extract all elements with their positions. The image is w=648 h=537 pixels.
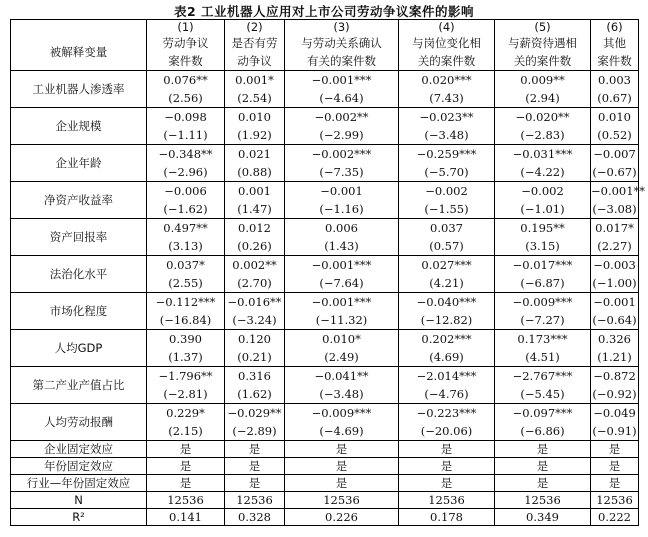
coefficient-cell — [495, 256, 591, 293]
coefficient-cell — [147, 108, 225, 145]
column-header — [399, 34, 495, 71]
column-header — [591, 34, 639, 71]
variable-name: 第二产业产值占比 — [11, 367, 147, 404]
coefficient: 0.017* — [595, 221, 634, 235]
column-header-line: 关的案件数 — [417, 54, 476, 68]
t-statistic: (2.54) — [237, 91, 272, 105]
variable-name: 企业规模 — [11, 108, 147, 145]
column-header-line: 劳动争议 — [162, 36, 209, 50]
fixed-effect-value: 是 — [591, 475, 639, 492]
coefficient: −0.001*** — [311, 258, 372, 272]
coefficient-cell — [147, 404, 225, 441]
coefficient-cell — [285, 108, 399, 145]
coefficient: −0.098 — [164, 110, 207, 124]
coefficient: −0.002** — [314, 110, 369, 124]
column-number: (4) — [399, 20, 495, 35]
header-row — [11, 34, 639, 71]
coefficient-cell — [495, 108, 591, 145]
t-statistic: (−7.27) — [520, 313, 565, 327]
column-header-line: 是否有劳 — [231, 36, 278, 50]
coefficient-cell — [225, 367, 285, 404]
t-statistic: (−1.55) — [424, 202, 469, 216]
coefficient: −2.767*** — [512, 369, 573, 383]
coefficient: 0.027*** — [421, 258, 472, 272]
fixed-effect-value: 是 — [285, 441, 399, 458]
statistic-name: N — [11, 492, 147, 509]
t-statistic: (−2.99) — [319, 128, 364, 142]
statistic-value: 12536 — [225, 492, 285, 509]
coefficient-cell — [225, 219, 285, 256]
t-statistic: (−16.84) — [159, 313, 212, 327]
coefficient-cell — [225, 404, 285, 441]
coefficient-cell — [399, 293, 495, 330]
coefficient-cell — [225, 145, 285, 182]
t-statistic: (−4.76) — [424, 387, 469, 401]
fixed-effect-value: 是 — [285, 475, 399, 492]
t-statistic: (−1.16) — [319, 202, 364, 216]
t-statistic: (−0.91) — [592, 424, 637, 438]
t-statistic: (−1.01) — [520, 202, 565, 216]
t-statistic: (−11.32) — [315, 313, 368, 327]
statistic-value: 12536 — [285, 492, 399, 509]
regression-table — [10, 19, 646, 526]
coefficient-cell — [495, 145, 591, 182]
coefficient: −0.049 — [593, 406, 636, 420]
statistic-value: 0.349 — [495, 509, 591, 526]
coefficient-cell — [285, 145, 399, 182]
coefficient: −0.001*** — [311, 73, 372, 87]
coefficient: 0.001* — [235, 73, 274, 87]
table-row — [11, 293, 639, 330]
coefficient: −0.002 — [425, 184, 468, 198]
coefficient-cell — [225, 293, 285, 330]
coefficient: 0.020*** — [421, 73, 472, 87]
table-row — [11, 219, 639, 256]
coefficient-cell — [399, 182, 495, 219]
coefficient: 0.010 — [238, 110, 271, 124]
statistic-row — [11, 509, 639, 526]
t-statistic: (−2.89) — [232, 424, 277, 438]
coefficient-cell — [495, 182, 591, 219]
t-statistic: (4.21) — [429, 276, 464, 290]
variable-name: 资产回报率 — [11, 219, 147, 256]
coefficient: 0.001 — [238, 184, 271, 198]
variable-name: 人均劳动报酬 — [11, 404, 147, 441]
column-header-line: 动争议 — [237, 54, 272, 68]
coefficient: −0.023** — [419, 110, 474, 124]
coefficient-cell — [285, 256, 399, 293]
t-statistic: (1.47) — [237, 202, 272, 216]
coefficient-cell — [285, 367, 399, 404]
coefficient: 0.010 — [598, 110, 631, 124]
coefficient: −0.872 — [593, 369, 636, 383]
t-statistic: (−4.64) — [319, 91, 364, 105]
coefficient: 0.195** — [520, 221, 565, 235]
fixed-effect-value: 是 — [399, 441, 495, 458]
coefficient: −0.001*** — [311, 295, 372, 309]
coefficient: −0.040*** — [416, 295, 477, 309]
t-statistic: (−2.96) — [163, 165, 208, 179]
t-statistic: (−0.92) — [592, 387, 637, 401]
coefficient-cell — [399, 71, 495, 108]
coefficient: 0.012 — [238, 221, 271, 235]
coefficient-cell — [147, 330, 225, 367]
coefficient-cell — [591, 219, 639, 256]
coefficient: 0.003 — [598, 73, 631, 87]
t-statistic: (−3.08) — [592, 202, 637, 216]
coefficient-cell — [285, 71, 399, 108]
coefficient-cell — [399, 256, 495, 293]
t-statistic: (−0.64) — [592, 313, 637, 327]
fixed-effect-name: 企业固定效应 — [11, 441, 147, 458]
t-statistic: (3.13) — [168, 239, 203, 253]
fixed-effect-value: 是 — [399, 475, 495, 492]
coefficient-cell — [591, 404, 639, 441]
t-statistic: (−1.00) — [592, 276, 637, 290]
coefficient: 0.390 — [169, 332, 202, 346]
coefficient-cell — [399, 404, 495, 441]
coefficient: −0.001** — [591, 184, 646, 198]
fixed-effect-value: 是 — [285, 458, 399, 475]
coefficient: −0.041** — [314, 369, 369, 383]
column-header-line: 与劳动关系确认 — [301, 36, 382, 50]
coefficient-cell — [147, 256, 225, 293]
coefficient: −0.020** — [515, 110, 570, 124]
column-number: (5) — [495, 20, 591, 35]
coefficient: −0.017*** — [512, 258, 573, 272]
coefficient-cell — [225, 71, 285, 108]
table-row — [11, 108, 639, 145]
variable-name: 市场化程度 — [11, 293, 147, 330]
column-header-line: 其他 — [603, 36, 626, 50]
t-statistic: (−4.22) — [520, 165, 565, 179]
coefficient-cell — [225, 256, 285, 293]
t-statistic: (−4.69) — [319, 424, 364, 438]
statistic-value: 12536 — [591, 492, 639, 509]
t-statistic: (1.43) — [324, 239, 359, 253]
table-row — [11, 71, 639, 108]
coefficient: −0.002*** — [311, 147, 372, 161]
statistic-value: 12536 — [399, 492, 495, 509]
fixed-effect-value: 是 — [495, 441, 591, 458]
coefficient: −0.001 — [320, 184, 363, 198]
coefficient: −0.001 — [593, 295, 636, 309]
fixed-effect-value: 是 — [225, 475, 285, 492]
column-number: (6) — [591, 20, 639, 35]
t-statistic: (−3.48) — [424, 128, 469, 142]
coefficient-cell — [495, 367, 591, 404]
coefficient: −0.009*** — [311, 406, 372, 420]
coefficient-cell — [495, 330, 591, 367]
table-caption: 表2 工业机器人应用对上市公司劳动争议案件的影响 — [173, 4, 475, 19]
t-statistic: (2.55) — [168, 276, 203, 290]
coefficient-cell — [399, 367, 495, 404]
coefficient-cell — [591, 330, 639, 367]
coefficient-cell — [591, 108, 639, 145]
column-header — [285, 34, 399, 71]
column-number-row — [11, 20, 639, 35]
coefficient: −0.031*** — [512, 147, 573, 161]
t-statistic: (−7.35) — [319, 165, 364, 179]
coefficient-cell — [225, 182, 285, 219]
t-statistic: (1.37) — [168, 350, 203, 364]
t-statistic: (1.62) — [237, 387, 272, 401]
coefficient: −0.016** — [227, 295, 282, 309]
t-statistic: (0.67) — [597, 91, 632, 105]
t-statistic: (−0.67) — [592, 165, 637, 179]
coefficient: 0.021 — [238, 147, 271, 161]
t-statistic: (1.92) — [237, 128, 272, 142]
coefficient-cell — [225, 108, 285, 145]
fixed-effect-value: 是 — [225, 458, 285, 475]
coefficient-cell — [147, 219, 225, 256]
coefficient: −0.009*** — [512, 295, 573, 309]
coefficient-cell — [285, 182, 399, 219]
fixed-effect-row — [11, 458, 639, 475]
fixed-effect-name: 年份固定效应 — [11, 458, 147, 475]
column-header — [147, 34, 225, 71]
variable-name: 法治化水平 — [11, 256, 147, 293]
coefficient-cell — [147, 367, 225, 404]
column-header-line: 与薪资待遇相 — [508, 36, 577, 50]
fixed-effect-row — [11, 441, 639, 458]
coefficient: 0.009** — [520, 73, 565, 87]
coefficient-cell — [285, 330, 399, 367]
statistic-value: 0.226 — [285, 509, 399, 526]
t-statistic: (−5.70) — [424, 165, 469, 179]
fixed-effect-value: 是 — [225, 441, 285, 458]
fixed-effect-value: 是 — [495, 475, 591, 492]
t-statistic: (−6.87) — [520, 276, 565, 290]
coefficient: 0.173*** — [517, 332, 568, 346]
coefficient: 0.316 — [238, 369, 271, 383]
coefficient-cell — [591, 182, 646, 219]
coefficient: 0.006 — [325, 221, 358, 235]
coefficient: −0.003 — [593, 258, 636, 272]
t-statistic: (3.15) — [525, 239, 560, 253]
coefficient-cell — [147, 182, 225, 219]
column-number: (2) — [225, 20, 285, 35]
t-statistic: (−5.45) — [520, 387, 565, 401]
table-row — [11, 330, 639, 367]
statistic-value: 0.178 — [399, 509, 495, 526]
fixed-effect-value: 是 — [147, 475, 225, 492]
coefficient: 0.037 — [430, 221, 463, 235]
statistic-value: 12536 — [147, 492, 225, 509]
t-statistic: (2.27) — [597, 239, 632, 253]
coefficient: 0.076** — [163, 73, 208, 87]
coefficient-cell — [591, 256, 639, 293]
coefficient-cell — [399, 219, 495, 256]
coefficient-cell — [495, 71, 591, 108]
column-header-line: 关的案件数 — [513, 54, 572, 68]
corner-cell — [11, 20, 147, 35]
coefficient: 0.229* — [166, 406, 205, 420]
statistic-value: 0.141 — [147, 509, 225, 526]
t-statistic: (−1.62) — [163, 202, 208, 216]
fixed-effect-value: 是 — [591, 458, 639, 475]
t-statistic: (4.69) — [429, 350, 464, 364]
fixed-effect-value: 是 — [399, 458, 495, 475]
t-statistic: (−20.06) — [420, 424, 473, 438]
coefficient: 0.497** — [163, 221, 208, 235]
t-statistic: (7.43) — [429, 91, 464, 105]
coefficient: −0.223*** — [416, 406, 477, 420]
t-statistic: (−12.82) — [420, 313, 473, 327]
statistic-name: R² — [11, 509, 147, 526]
column-header-line: 案件数 — [597, 54, 632, 68]
coefficient: −0.097*** — [512, 406, 573, 420]
coefficient: −0.348** — [158, 147, 213, 161]
t-statistic: (−2.83) — [520, 128, 565, 142]
coefficient-cell — [147, 71, 225, 108]
column-header — [495, 34, 591, 71]
t-statistic: (4.51) — [525, 350, 560, 364]
fixed-effect-row — [11, 475, 639, 492]
t-statistic: (−6.86) — [520, 424, 565, 438]
coefficient-cell — [399, 108, 495, 145]
table-row — [11, 256, 639, 293]
coefficient-cell — [495, 404, 591, 441]
coefficient-cell — [591, 145, 639, 182]
coefficient-cell — [147, 293, 225, 330]
column-header — [225, 34, 285, 71]
coefficient-cell — [285, 219, 399, 256]
table-row — [11, 404, 639, 441]
t-statistic: (−3.48) — [319, 387, 364, 401]
column-number: (1) — [147, 20, 225, 35]
coefficient-cell — [495, 293, 591, 330]
statistic-row — [11, 492, 639, 509]
t-statistic: (−1.11) — [163, 128, 208, 142]
t-statistic: (2.56) — [168, 91, 203, 105]
t-statistic: (0.88) — [237, 165, 272, 179]
coefficient: 0.326 — [598, 332, 631, 346]
column-header-line: 与岗位变化相 — [412, 36, 481, 50]
coefficient-cell — [495, 219, 591, 256]
coefficient: −0.002 — [521, 184, 564, 198]
variable-name: 企业年龄 — [11, 145, 147, 182]
fixed-effect-value: 是 — [147, 458, 225, 475]
fixed-effect-value: 是 — [591, 441, 639, 458]
fixed-effect-value: 是 — [147, 441, 225, 458]
coefficient: −0.007 — [593, 147, 636, 161]
t-statistic: (−3.24) — [232, 313, 277, 327]
t-statistic: (2.15) — [168, 424, 203, 438]
coefficient: −2.014*** — [416, 369, 477, 383]
coefficient-cell — [591, 293, 639, 330]
statistic-value: 12536 — [495, 492, 591, 509]
t-statistic: (1.21) — [597, 350, 632, 364]
t-statistic: (0.21) — [237, 350, 272, 364]
table-body — [11, 20, 646, 526]
table-row — [11, 367, 639, 404]
statistic-value: 0.328 — [225, 509, 285, 526]
column-header-line: 案件数 — [168, 54, 203, 68]
coefficient: −0.112*** — [155, 295, 216, 309]
coefficient-cell — [285, 293, 399, 330]
statistic-value: 0.222 — [591, 509, 639, 526]
t-statistic: (0.52) — [597, 128, 632, 142]
t-statistic: (2.94) — [525, 91, 560, 105]
variable-name: 工业机器人渗透率 — [11, 71, 147, 108]
coefficient-cell — [399, 330, 495, 367]
column-number: (3) — [285, 20, 399, 35]
variable-name: 人均GDP — [11, 330, 147, 367]
coefficient-cell — [225, 330, 285, 367]
t-statistic: (−2.81) — [163, 387, 208, 401]
coefficient: −1.796** — [158, 369, 213, 383]
coefficient: −0.006 — [164, 184, 207, 198]
t-statistic: (2.70) — [237, 276, 272, 290]
coefficient-cell — [285, 404, 399, 441]
t-statistic: (−7.64) — [319, 276, 364, 290]
coefficient: −0.259*** — [416, 147, 477, 161]
column-header-line: 有关的案件数 — [307, 54, 376, 68]
coefficient: 0.120 — [238, 332, 271, 346]
coefficient: 0.037* — [166, 258, 205, 272]
coefficient: 0.010* — [322, 332, 361, 346]
coefficient-cell — [147, 145, 225, 182]
t-statistic: (2.49) — [324, 350, 359, 364]
fixed-effect-value: 是 — [495, 458, 591, 475]
coefficient: 0.202*** — [421, 332, 472, 346]
coefficient: 0.002** — [232, 258, 277, 272]
table-row — [11, 182, 639, 219]
variable-name: 净资产收益率 — [11, 182, 147, 219]
dependent-variable-label: 被解释变量 — [11, 34, 147, 71]
t-statistic: (0.57) — [429, 239, 464, 253]
coefficient-cell — [399, 145, 495, 182]
t-statistic: (0.26) — [237, 239, 272, 253]
table-row — [11, 145, 639, 182]
coefficient-cell — [591, 367, 639, 404]
fixed-effect-name: 行业—年份固定效应 — [11, 475, 147, 492]
coefficient-cell — [591, 71, 639, 108]
coefficient: −0.029** — [227, 406, 282, 420]
